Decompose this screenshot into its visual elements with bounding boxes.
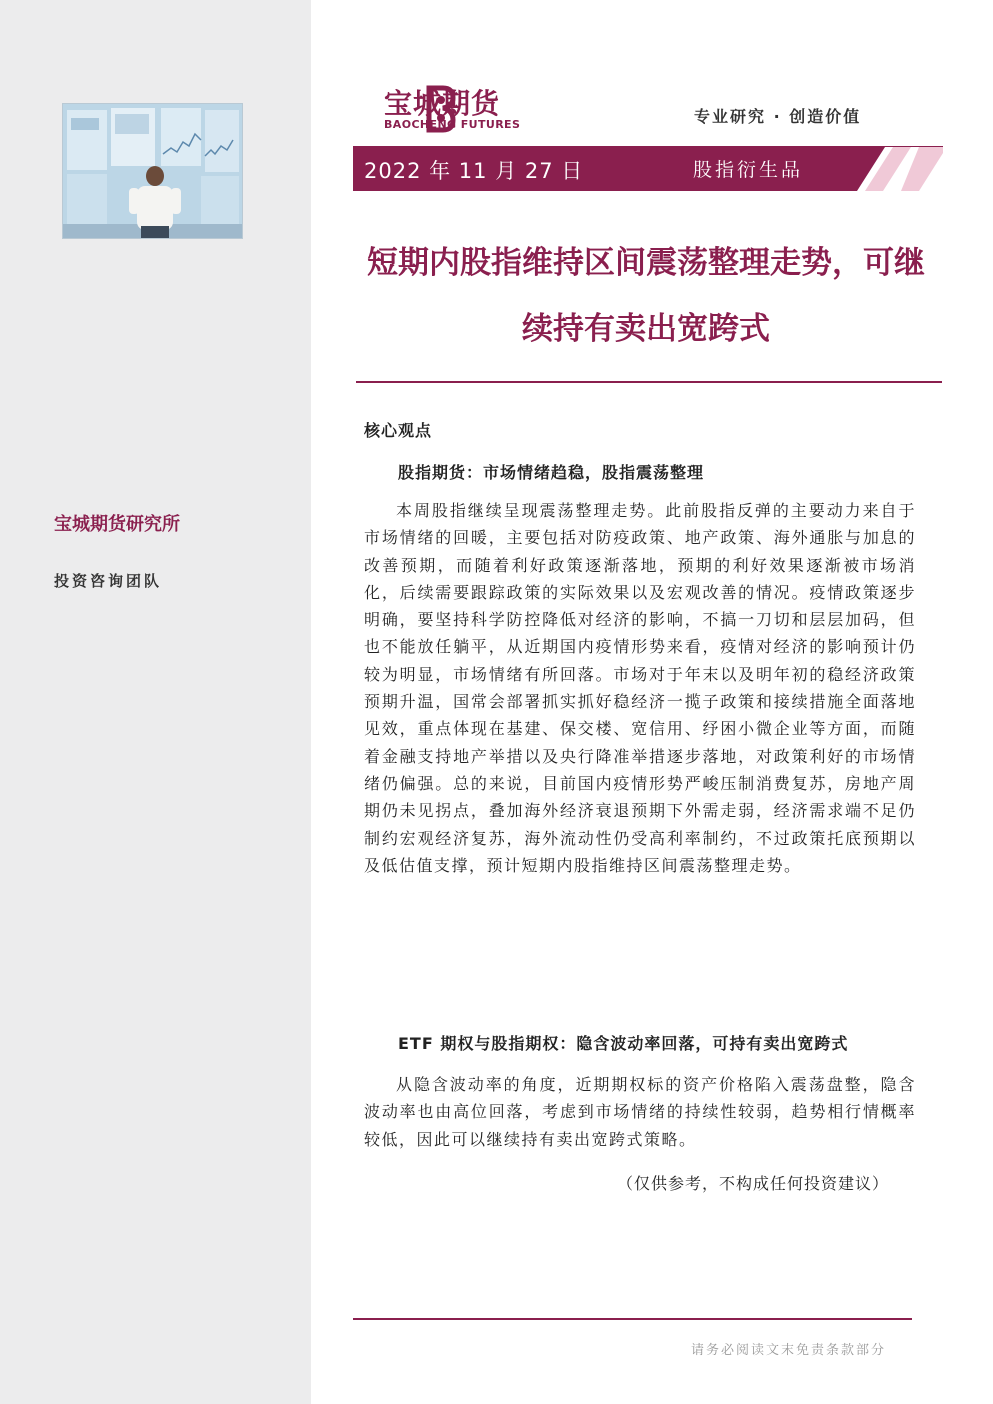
- section-body-options: 从隐含波动率的角度，近期期权标的资产价格陷入震荡盘整，隐含波动率也由高位回落，考虑到市场情绪的持续性较弱，趋势相行情概率较低，因此可以继续持有卖出宽跨式策略。: [364, 1075, 916, 1149]
- hero-image: [62, 103, 243, 239]
- slogan: 专业研究 · 创造价值: [694, 107, 862, 126]
- section-heading-options: ETF 期权与股指期权：隐含波动率回落，可持有卖出宽跨式: [398, 1034, 849, 1053]
- footer-divider: [353, 1318, 912, 1320]
- report-date: 2022 年 11 月 27 日: [364, 159, 584, 183]
- brand-name-en: BAOCHENG FUTURES: [384, 118, 521, 131]
- team-name: 投资咨询团队: [54, 572, 163, 590]
- brand-name-cn: 宝城期货: [384, 87, 501, 120]
- footer-note: 请务必阅读文末免责条款部分: [691, 1343, 887, 1358]
- section-body-futures: 本周股指继续呈现震荡整理走势。此前股指反弹的主要动力来自于市场情绪的回暖，主要包括对防疫政策、地产政策、海外通胀与加息的改善预期，而随着利好政策逐渐落地，预期的利好效果逐渐被市场消化，后续需要跟踪政策的实际效果以及宏观改善的情况。疫情政策逐步明确，要坚持科学防控降低对经济的影响，不搞一刀切和层层加码，但也不能放任躺平，从近期国内疫情形势来看，疫情对经济的影响预计仍较为明显，市场情绪有所回落。市场对于年末以及明年初的稳经济政策预期升温，国常会部署抓实抓好稳经济一揽子政策和接续措施全面落地见效，重点体现在基建、保交楼、宽信用、纾困小微企业等方面，而随着金融支持地产举措以及央行降准举措逐步落地，对政策利好的市场情绪仍偏强。总的来说，目前国内疫情形势严峻压制消费复苏，房地产周期仍未见拐点，叠加海外经济衰退预期下外需走弱，经济需求端不足仍制约宏观经济复苏，海外流动性仍受高利率制约，不过政策托底预期以及低估值支撑，预计短期内股指维持区间震荡整理走势。: [364, 501, 916, 875]
- research-institute-name: 宝城期货研究所: [54, 514, 180, 535]
- core-views-heading: 核心观点: [364, 421, 433, 440]
- disclaimer-text: （仅供参考，不构成任何投资建议）: [617, 1174, 890, 1193]
- report-title: 短期内股指维持区间震荡整理走势，可继续持有卖出宽跨式: [367, 245, 925, 347]
- title-divider: [356, 381, 942, 383]
- report-category: 股指衍生品: [693, 159, 804, 181]
- section-heading-futures: 股指期货：市场情绪趋稳，股指震荡整理: [398, 463, 705, 482]
